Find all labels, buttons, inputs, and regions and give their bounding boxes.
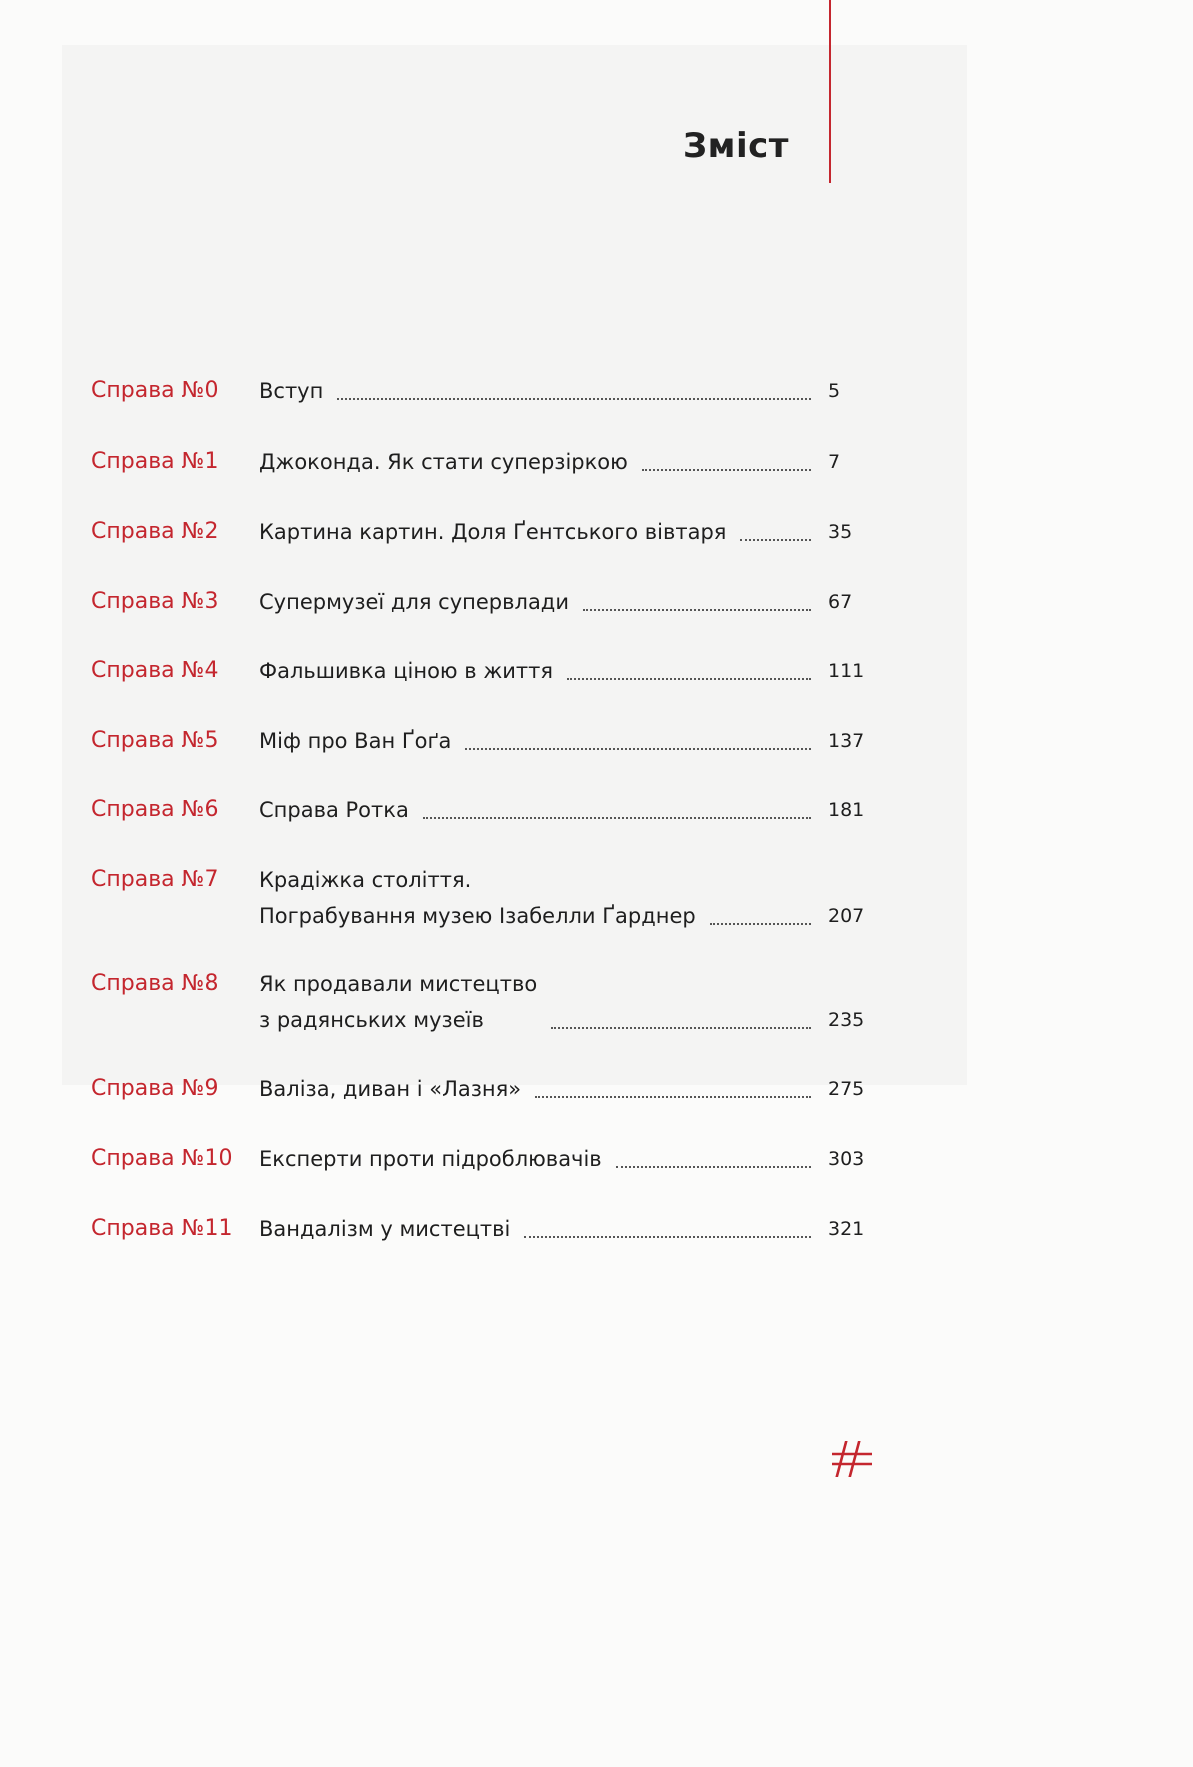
case-number-label: Справа №0 <box>91 378 219 403</box>
chapter-title-line: Фальшивка ціною в життя <box>259 659 553 683</box>
dot-leader <box>710 897 811 925</box>
chapter-title <box>259 1146 602 1172</box>
chapter-title <box>259 519 726 545</box>
page-number: 35 <box>828 521 853 543</box>
chapter-title <box>259 1076 521 1102</box>
page-number: 235 <box>828 1009 865 1031</box>
chapter-title-line: Вступ <box>259 379 324 403</box>
chapter-title-line: Картина картин. Доля Ґентського вівтаря <box>259 520 727 544</box>
chapter-title <box>259 449 628 475</box>
case-number-label: Справа №7 <box>91 867 219 892</box>
case-number-label: Справа №4 <box>91 658 219 683</box>
page-number: 5 <box>828 380 841 402</box>
chapter-title-line: Вандалізм у мистецтві <box>259 1217 511 1241</box>
page-number: 303 <box>828 1148 865 1170</box>
page-number: 181 <box>828 799 865 821</box>
chapter-title <box>259 728 451 754</box>
chapter-title-line: Джоконда. Як стати суперзіркою <box>259 450 628 474</box>
page-number: 67 <box>828 591 853 613</box>
case-number-label: Справа №8 <box>91 971 219 996</box>
dot-leader <box>465 722 811 750</box>
chapter-title <box>259 658 553 684</box>
dot-leader <box>642 443 811 471</box>
dot-leader <box>423 791 811 819</box>
dot-leader <box>583 583 811 611</box>
case-number-label: Справа №6 <box>91 797 219 822</box>
dot-leader <box>616 1140 811 1168</box>
page-number: 321 <box>828 1218 865 1240</box>
dot-leader <box>567 652 811 680</box>
case-number-label: Справа №9 <box>91 1076 219 1101</box>
dot-leader <box>524 1210 811 1238</box>
chapter-title <box>259 1216 510 1242</box>
chapter-title <box>259 971 537 1033</box>
chapter-title <box>259 867 696 929</box>
case-number-label: Справа №10 <box>91 1146 233 1171</box>
page-number: 7 <box>828 451 841 473</box>
case-number-label: Справа №1 <box>91 449 219 474</box>
chapter-title-line: Валіза, диван і «Лазня» <box>259 1077 522 1101</box>
page-number: 137 <box>828 730 865 752</box>
chapter-title <box>259 589 569 615</box>
chapter-title <box>259 797 409 823</box>
page-number: 275 <box>828 1078 865 1100</box>
chapter-title-line: Пограбування музею Ізабелли Ґарднер <box>259 904 696 928</box>
hash-icon <box>832 1441 872 1477</box>
chapter-title-line: з радянських музеїв <box>259 1008 484 1032</box>
chapter-title-line: Експерти проти підроблювачів <box>259 1147 602 1171</box>
dot-leader <box>740 513 811 541</box>
page-number: 111 <box>828 660 865 682</box>
dot-leader <box>337 372 811 400</box>
dot-leader <box>551 1001 811 1029</box>
case-number-label: Справа №11 <box>91 1216 233 1241</box>
chapter-title-line: Справа Ротка <box>259 798 409 822</box>
chapter-title-line: Як продавали мистецтво <box>259 972 538 996</box>
page-title: Зміст <box>683 126 789 166</box>
dot-leader <box>535 1070 811 1098</box>
page-number: 207 <box>828 905 865 927</box>
chapter-title-line: Крадіжка століття. <box>259 868 472 892</box>
chapter-title-line: Супермузеї для супервлади <box>259 590 569 614</box>
case-number-label: Справа №5 <box>91 728 219 753</box>
chapter-title-line: Міф про Ван Ґоґа <box>259 729 452 753</box>
case-number-label: Справа №3 <box>91 589 219 614</box>
case-number-label: Справа №2 <box>91 519 219 544</box>
chapter-title <box>259 378 323 404</box>
